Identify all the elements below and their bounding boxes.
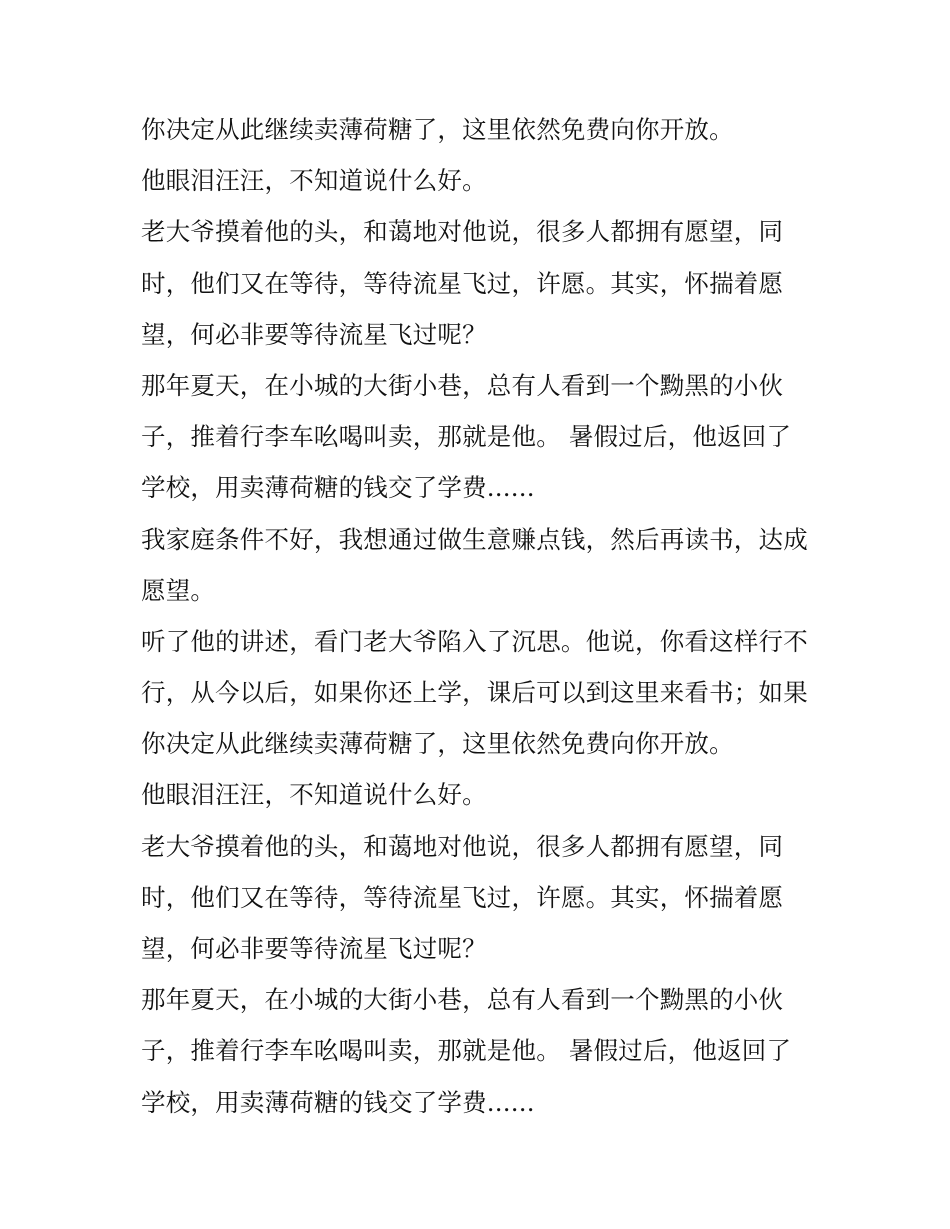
text-line: 你决定从此继续卖薄荷糖了，这里依然免费向你开放。 <box>141 729 734 759</box>
text-line: 听了他的讲述，看门老大爷陷入了沉思。他说，你看这样行不 <box>141 626 808 656</box>
text-line: 时，他们又在等待，等待流星飞过，许愿。其实，怀揣着愿 <box>141 882 784 912</box>
text-line: 老大爷摸着他的头，和蔼地对他说，很多人都拥有愿望，同 <box>141 831 784 861</box>
paragraph <box>141 974 821 1128</box>
text-line: 他眼泪汪汪，不知道说什么好。 <box>141 780 487 810</box>
text-line: 老大爷摸着他的头，和蔼地对他说，很多人都拥有愿望，同 <box>141 217 784 247</box>
paragraph <box>141 769 821 820</box>
text-line: 行，从今以后，如果你还上学，课后可以到这里来看书；如果 <box>141 678 808 708</box>
text-line: 那年夏天，在小城的大街小巷，总有人看到一个黝黑的小伙 <box>141 985 784 1015</box>
text-line: 望，何必非要等待流星飞过呢？ <box>141 319 487 349</box>
paragraph <box>141 206 821 360</box>
paragraph <box>141 360 821 514</box>
paragraph <box>141 104 821 155</box>
paragraph <box>141 616 821 770</box>
text-line: 学校，用卖薄荷糖的钱交了学费...... <box>141 473 535 503</box>
paragraph <box>141 514 821 616</box>
paragraph <box>141 821 821 975</box>
text-line: 那年夏天，在小城的大街小巷，总有人看到一个黝黑的小伙 <box>141 370 784 400</box>
text-line: 你决定从此继续卖薄荷糖了，这里依然免费向你开放。 <box>141 115 734 144</box>
text-line: 望，何必非要等待流星飞过呢？ <box>141 934 487 963</box>
text-line: 愿望。 <box>141 575 216 605</box>
text-line: 子，推着行李车吆喝叫卖，那就是他。 暑假过后，他返回了 <box>141 1036 792 1066</box>
text-line: 我家庭条件不好，我想通过做生意赚点钱，然后再读书，达成 <box>141 524 808 554</box>
paragraph <box>141 155 821 206</box>
text-line: 学校，用卖薄荷糖的钱交了学费...... <box>141 1087 535 1117</box>
text-line: 时，他们又在等待，等待流星飞过，许愿。其实，怀揣着愿 <box>141 268 784 298</box>
body-text <box>141 104 821 1128</box>
text-line: 他眼泪汪汪，不知道说什么好。 <box>141 166 487 196</box>
text-line: 子，推着行李车吆喝叫卖，那就是他。 暑假过后，他返回了 <box>141 422 792 452</box>
